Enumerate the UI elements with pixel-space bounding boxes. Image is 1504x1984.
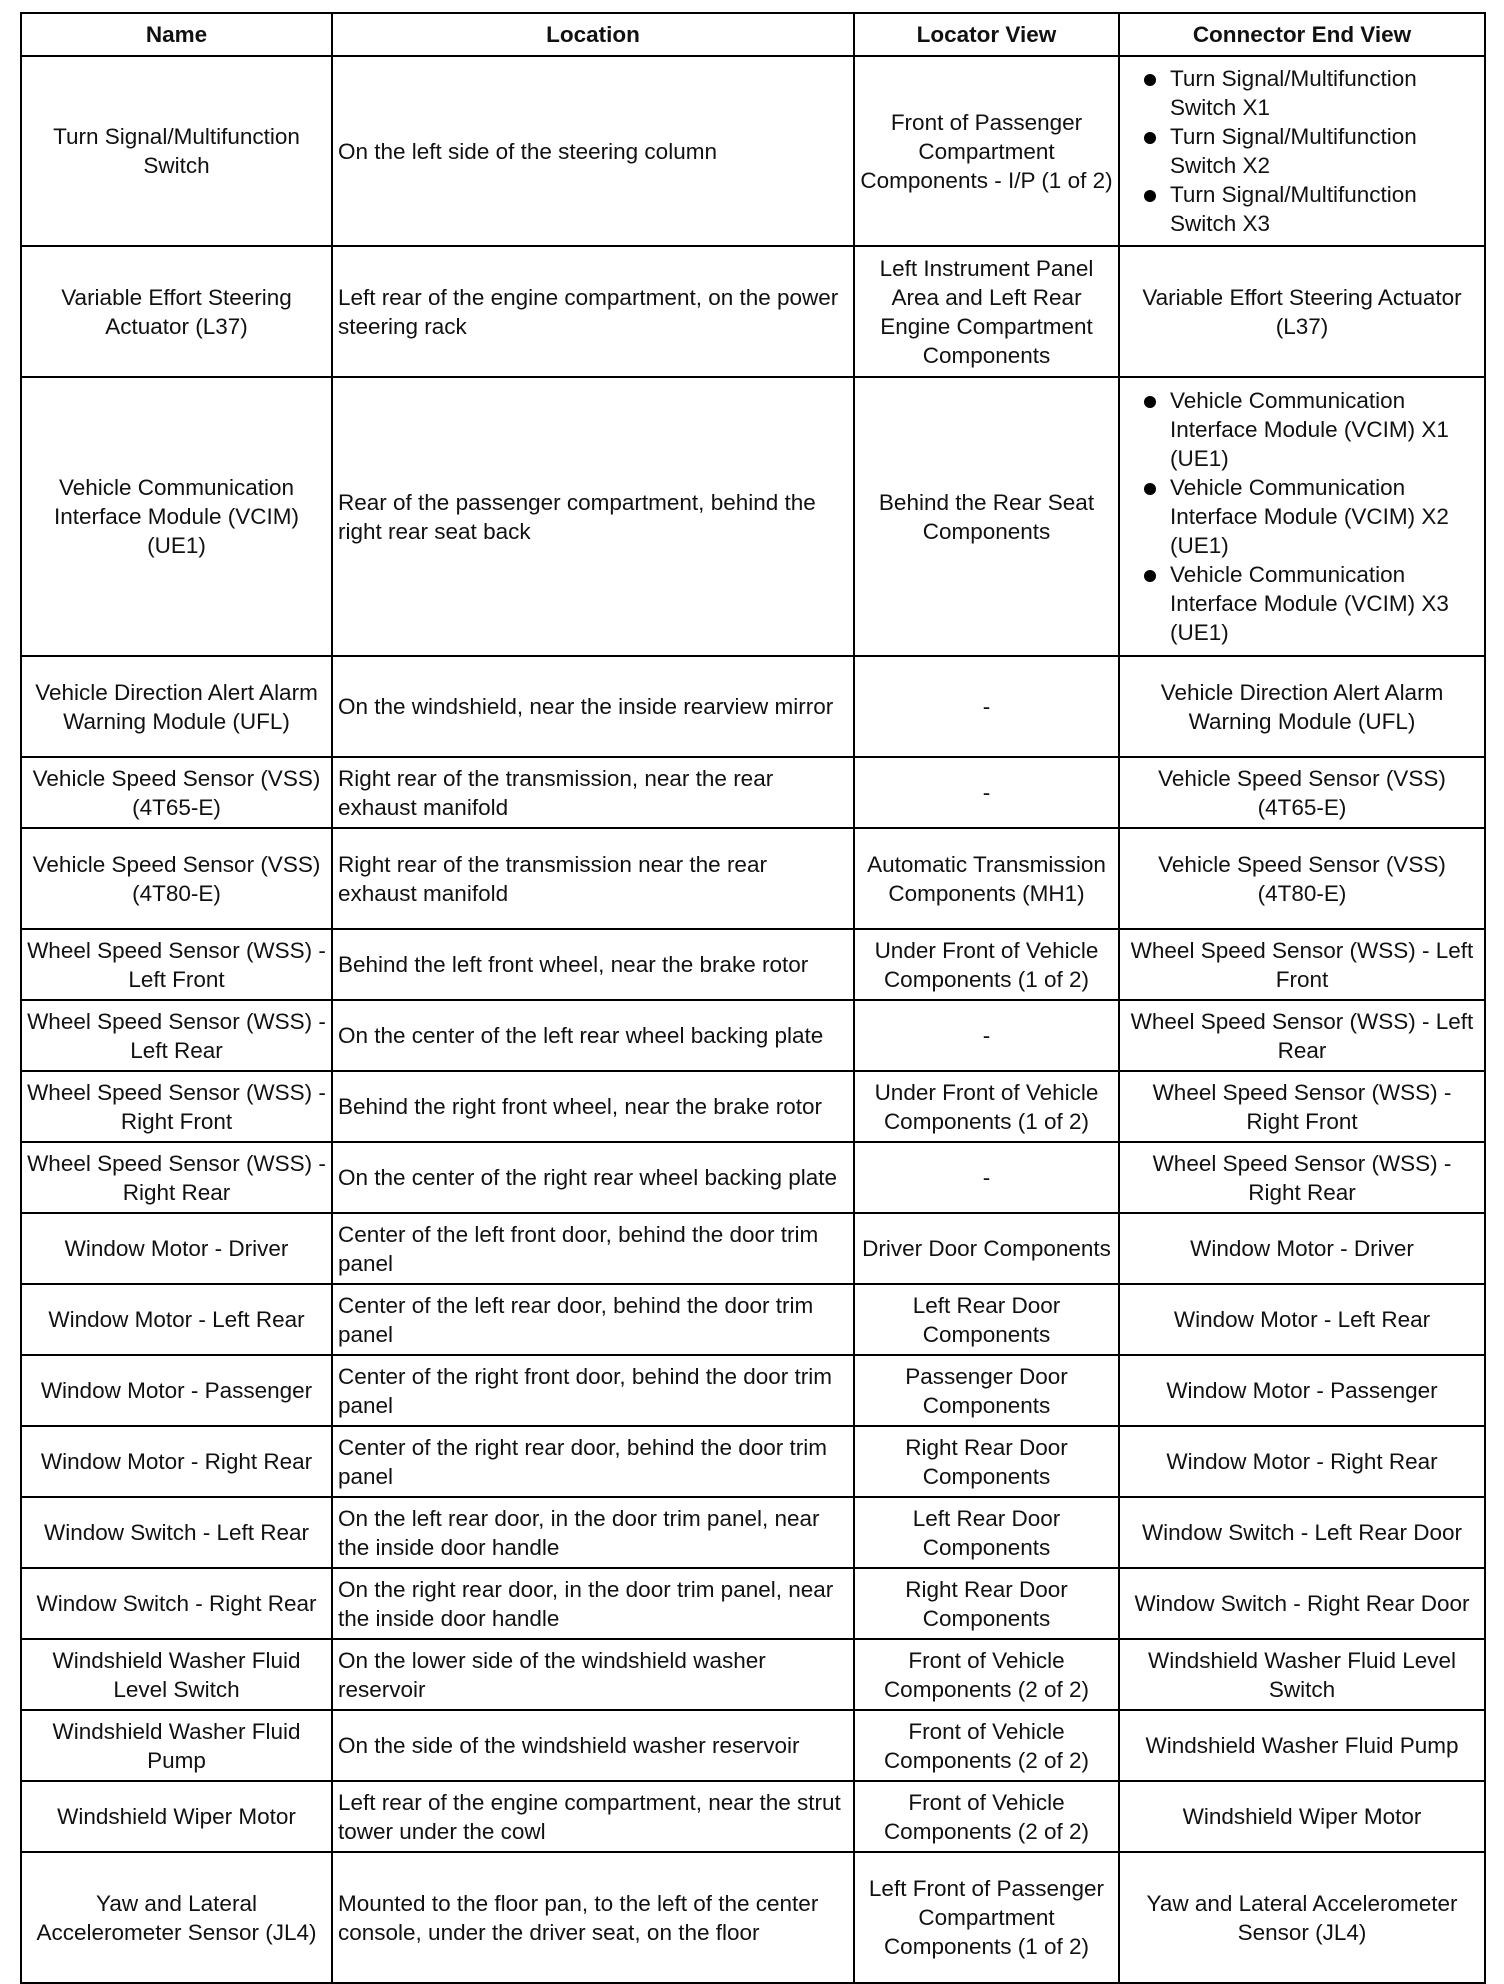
connector-item: Vehicle Communication Interface Module (VCIM) X1 (UE1) [1125, 386, 1479, 473]
component-name: Vehicle Direction Alert Alarm Warning Module (UFL) [21, 656, 332, 757]
connector-end-view: Window Motor - Right Rear [1119, 1426, 1485, 1497]
component-location: Center of the right rear door, behind the door trim panel [332, 1426, 854, 1497]
connector-item: Vehicle Communication Interface Module (VCIM) X2 (UE1) [1125, 473, 1479, 560]
connector-end-view: Windshield Wiper Motor [1119, 1781, 1485, 1852]
table-row [21, 1639, 1485, 1710]
connector-item: Turn Signal/Multifunction Switch X2 [1125, 122, 1479, 180]
component-name: Turn Signal/Multifunction Switch [21, 56, 332, 246]
component-name: Window Switch - Left Rear [21, 1497, 332, 1568]
connector-end-view: Wheel Speed Sensor (WSS) - Left Front [1119, 929, 1485, 1000]
connector-end-view: Window Motor - Driver [1119, 1213, 1485, 1284]
header-row [21, 13, 1485, 56]
locator-view: Passenger Door Components [854, 1355, 1119, 1426]
locator-view: Front of Vehicle Components (2 of 2) [854, 1781, 1119, 1852]
component-name: Windshield Washer Fluid Pump [21, 1710, 332, 1781]
component-locator-table [20, 12, 1486, 1984]
component-location: Center of the right front door, behind the door trim panel [332, 1355, 854, 1426]
table-row [21, 1426, 1485, 1497]
connector-end-view: Windshield Washer Fluid Pump [1119, 1710, 1485, 1781]
component-name: Vehicle Speed Sensor (VSS) (4T80-E) [21, 828, 332, 929]
component-name: Wheel Speed Sensor (WSS) - Right Rear [21, 1142, 332, 1213]
component-name: Windshield Washer Fluid Level Switch [21, 1639, 332, 1710]
table-row [21, 1071, 1485, 1142]
connector-item: Turn Signal/Multifunction Switch X3 [1125, 180, 1479, 238]
locator-view: Driver Door Components [854, 1213, 1119, 1284]
connector-end-view: Window Switch - Right Rear Door [1119, 1568, 1485, 1639]
component-location: Behind the left front wheel, near the brake rotor [332, 929, 854, 1000]
connector-end-view: Wheel Speed Sensor (WSS) - Right Front [1119, 1071, 1485, 1142]
header-connector-end-view: Connector End View [1119, 13, 1485, 56]
connector-list [1125, 386, 1479, 647]
component-name: Window Motor - Left Rear [21, 1284, 332, 1355]
table-row [21, 1852, 1485, 1983]
table-row [21, 1497, 1485, 1568]
locator-view: Front of Vehicle Components (2 of 2) [854, 1710, 1119, 1781]
table-row [21, 1568, 1485, 1639]
header-location: Location [332, 13, 854, 56]
locator-view: Left Front of Passenger Compartment Components (1 of 2) [854, 1852, 1119, 1983]
connector-end-view: Wheel Speed Sensor (WSS) - Right Rear [1119, 1142, 1485, 1213]
connector-end-view [1119, 377, 1485, 656]
component-location: Rear of the passenger compartment, behind the right rear seat back [332, 377, 854, 656]
connector-list [1125, 64, 1479, 238]
table-row [21, 246, 1485, 377]
locator-view: Under Front of Vehicle Components (1 of 2) [854, 1071, 1119, 1142]
connector-end-view: Window Motor - Left Rear [1119, 1284, 1485, 1355]
table-row [21, 377, 1485, 656]
component-location: Left rear of the engine compartment, on the power steering rack [332, 246, 854, 377]
component-name: Wheel Speed Sensor (WSS) - Right Front [21, 1071, 332, 1142]
component-location: Right rear of the transmission near the rear exhaust manifold [332, 828, 854, 929]
locator-view: Front of Vehicle Components (2 of 2) [854, 1639, 1119, 1710]
connector-end-view: Windshield Washer Fluid Level Switch [1119, 1639, 1485, 1710]
table-row [21, 1000, 1485, 1071]
connector-end-view: Window Switch - Left Rear Door [1119, 1497, 1485, 1568]
locator-view: Behind the Rear Seat Components [854, 377, 1119, 656]
component-location: On the side of the windshield washer reservoir [332, 1710, 854, 1781]
table-row [21, 828, 1485, 929]
component-location: Center of the left rear door, behind the door trim panel [332, 1284, 854, 1355]
connector-end-view: Vehicle Speed Sensor (VSS) (4T80-E) [1119, 828, 1485, 929]
component-name: Window Motor - Driver [21, 1213, 332, 1284]
locator-view: Front of Passenger Compartment Components - I/P (1 of 2) [854, 56, 1119, 246]
component-name: Vehicle Communication Interface Module (VCIM) (UE1) [21, 377, 332, 656]
table-row [21, 929, 1485, 1000]
locator-view: - [854, 1000, 1119, 1071]
connector-end-view: Wheel Speed Sensor (WSS) - Left Rear [1119, 1000, 1485, 1071]
locator-view: Left Instrument Panel Area and Left Rear Engine Compartment Components [854, 246, 1119, 377]
table-row [21, 1284, 1485, 1355]
component-location: On the center of the right rear wheel backing plate [332, 1142, 854, 1213]
table-row [21, 1355, 1485, 1426]
component-location: Left rear of the engine compartment, near the strut tower under the cowl [332, 1781, 854, 1852]
connector-end-view [1119, 56, 1485, 246]
header-locator-view: Locator View [854, 13, 1119, 56]
locator-view: - [854, 656, 1119, 757]
table-row [21, 656, 1485, 757]
table-row [21, 1710, 1485, 1781]
locator-view: - [854, 757, 1119, 828]
connector-end-view: Vehicle Speed Sensor (VSS) (4T65-E) [1119, 757, 1485, 828]
component-name: Windshield Wiper Motor [21, 1781, 332, 1852]
component-location: Center of the left front door, behind the door trim panel [332, 1213, 854, 1284]
component-location: Behind the right front wheel, near the brake rotor [332, 1071, 854, 1142]
connector-end-view: Vehicle Direction Alert Alarm Warning Module (UFL) [1119, 656, 1485, 757]
component-location: Mounted to the floor pan, to the left of the center console, under the driver seat, on the floor [332, 1852, 854, 1983]
connector-item: Vehicle Communication Interface Module (VCIM) X3 (UE1) [1125, 560, 1479, 647]
locator-view: - [854, 1142, 1119, 1213]
locator-view: Left Rear Door Components [854, 1497, 1119, 1568]
header-name: Name [21, 13, 332, 56]
component-name: Window Motor - Passenger [21, 1355, 332, 1426]
locator-view: Automatic Transmission Components (MH1) [854, 828, 1119, 929]
component-name: Vehicle Speed Sensor (VSS) (4T65-E) [21, 757, 332, 828]
component-name: Window Switch - Right Rear [21, 1568, 332, 1639]
locator-view: Right Rear Door Components [854, 1426, 1119, 1497]
component-name: Wheel Speed Sensor (WSS) - Left Rear [21, 1000, 332, 1071]
component-location: On the right rear door, in the door trim panel, near the inside door handle [332, 1568, 854, 1639]
connector-end-view: Yaw and Lateral Accelerometer Sensor (JL4) [1119, 1852, 1485, 1983]
component-location: On the center of the left rear wheel backing plate [332, 1000, 854, 1071]
component-location: On the lower side of the windshield washer reservoir [332, 1639, 854, 1710]
component-location: On the left side of the steering column [332, 56, 854, 246]
component-locator-page [20, 12, 1484, 1984]
table-row [21, 1142, 1485, 1213]
table-row [21, 1213, 1485, 1284]
component-name: Wheel Speed Sensor (WSS) - Left Front [21, 929, 332, 1000]
component-location: On the windshield, near the inside rearview mirror [332, 656, 854, 757]
locator-view: Left Rear Door Components [854, 1284, 1119, 1355]
component-location: Right rear of the transmission, near the rear exhaust manifold [332, 757, 854, 828]
connector-item: Turn Signal/Multifunction Switch X1 [1125, 64, 1479, 122]
locator-view: Right Rear Door Components [854, 1568, 1119, 1639]
table-row [21, 757, 1485, 828]
component-name: Variable Effort Steering Actuator (L37) [21, 246, 332, 377]
locator-view: Under Front of Vehicle Components (1 of 2) [854, 929, 1119, 1000]
component-location: On the left rear door, in the door trim panel, near the inside door handle [332, 1497, 854, 1568]
connector-end-view: Window Motor - Passenger [1119, 1355, 1485, 1426]
table-row [21, 56, 1485, 246]
table-row [21, 1781, 1485, 1852]
component-name: Yaw and Lateral Accelerometer Sensor (JL4) [21, 1852, 332, 1983]
component-name: Window Motor - Right Rear [21, 1426, 332, 1497]
connector-end-view: Variable Effort Steering Actuator (L37) [1119, 246, 1485, 377]
